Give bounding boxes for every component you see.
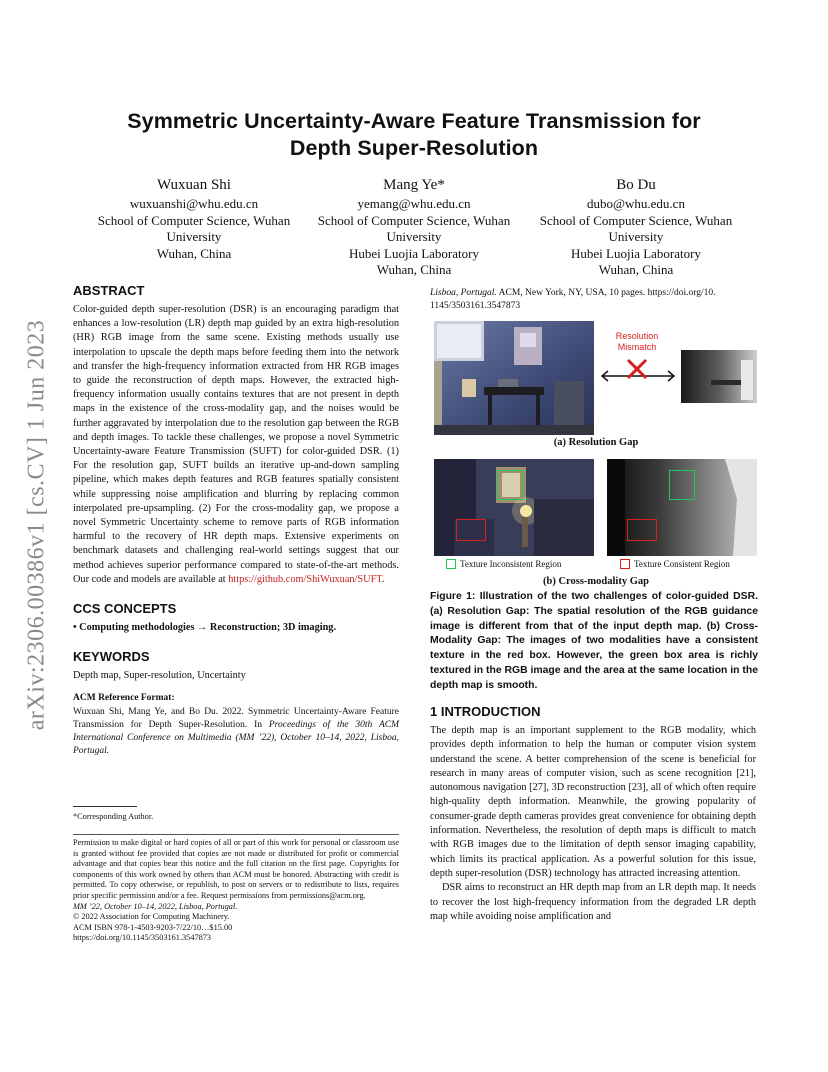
keywords-text: Depth map, Super-resolution, Uncertainty: [73, 670, 246, 682]
footnote: *Corresponding Author.: [73, 812, 154, 821]
author-block: Wuxuan Shi wuxuanshi@whu.edu.cn School of Computer Science, Wuhan University Wuhan, China: [97, 177, 291, 261]
intro-paragraph: DSR aims to reconstruct an HR depth map from an LR depth map. It needs to recover the lost high-frequency information from the degraded LR depth map while avoiding noise amplification and: [430, 882, 756, 922]
figure-caption: Figure 1: Illustration of the two challenges of color-guided DSR. (a) Resolution Gap: The spatial resolution of the RGB guidance image is different from that of the input depth map. (b) Cross-Modality Gap: The images of two modalities have a consistent texture in the red box. However, the green box area is richly textured in the RGB image and the area at the same location in the depth map is smooth.: [430, 591, 758, 691]
intro-heading: 1 INTRODUCTION: [430, 704, 541, 719]
abstract-text: Color-guided depth super-resolution (DSR) is an encouraging paradigm that enhances a low-resolution (LR) depth map guided by an extra high-resolution (HR) RGB image from the same scene. Existing methods usually use interpolation to upscale the depth maps before feeding them into the network and transfer the high-frequency information extracted from HR RGB images to guide the reconstruction of depth maps. However, the extracted high-frequency information usually contains textures that are not present in depth maps in the existence of the cross-modality gap, and the noises would be further aggravated by interpolation due to the resolution gap between the RGB and depth images. To tackle these challenges, we propose a novel Symmetric Uncertainty-aware Feature Transmission (SUFT) for color-guided DSR. (1) For the resolution gap, SUFT builds an iterative up-and-down sampling pipeline, which makes depth features and RGB features spatially consistent while suppressing noise amplification and blurring by replacing common interpolated pre-upsampling. (2) For the cross-modality gap, we propose a novel Symmetric Uncertainty scheme to remove parts of RGB information harmful to the recovery of HR depth maps. Extensive experiments on benchmark datasets and challenging real-world settings suggest that our method achieves superior performance compared to state-of-the-art methods. Our code and models are available at https://github.com/ShiWuxuan/SUFT.: [73, 304, 399, 585]
permission-block: Permission to make digital or hard copies of all or part of this work for personal or classroom use is granted without fee provided that copies are not made or distributed for profit or commercial advantage and that copies bear this notice and the full citation on the first page. Copyrights for components of this work owned by others than ACM must be honored. Abstracting with credit is permitted. To copy otherwise, or republish, to post on servers or to redistribute to lists, requires prior specific permission and/or a fee. Request permissions from permissions@acm.org. MM ’22, October 10–14, 2022, Lisboa, Portugal. © 2022 Association for Computing Machinery. ACM ISBN 978-1-4503-9203-7/22/10…$15.00 https://doi.org/10.1145/3503161.3547873: [73, 838, 399, 943]
acm-ref-text: Wuxuan Shi, Mang Ye, and Bo Du. 2022. Symmetric Uncertainty-Aware Feature Transmission for Depth Super-Resolution. In Proceedings of the 30th ACM International Conference on Multimedia (MM ’22), October 10–14, 2022, Lisboa, Portugal.: [73, 706, 399, 757]
subcaption-b: (b) Cross-modality Gap: [543, 576, 649, 587]
code-link[interactable]: https://github.com/ShiWuxuan/SUFT: [228, 573, 382, 585]
intro-paragraph: The depth map is an important supplement to the RGB modality, which provides depth information to help the human or computer vision system understand the scene. A better comprehension of the scene is beneficial for research in many areas of computer vision, such as scene recognition [21], autonomous navigation [27], 3D reconstruction [23], all of which often require high-quality depth information. Meanwhile, the growing popularity of consumer-grade depth cameras provides great convenience for obtaining depth information. Nevertheless, the resolution of depth maps is difficult to match with RGB images due to the limitation of depth sensor imaging capability, which limits its practical application. As a powerful solution for this issue, depth super-resolution (DSR) technology has attracted increasing attention.: [430, 725, 756, 879]
legend-green: Texture Inconsistent Region: [446, 559, 561, 569]
rgb-image-b: [434, 459, 594, 556]
permission-rule: [73, 834, 399, 835]
paper-title: Symmetric Uncertainty-Aware Feature Transmission for Depth Super-Resolution: [127, 109, 701, 160]
author-block: Bo Du dubo@whu.edu.cn School of Computer Science, Wuhan University Hubei Luojia Laboratory Wuhan, China: [539, 177, 733, 277]
red-square-icon: [620, 559, 630, 569]
legend-red: Texture Consistent Region: [620, 559, 730, 569]
ccs-text: • Computing methodologies → Reconstruction; 3D imaging.: [73, 622, 337, 634]
acm-ref-heading: ACM Reference Format:: [73, 693, 175, 704]
subcaption-a: (a) Resolution Gap: [553, 437, 639, 448]
red-box: [456, 519, 486, 541]
ccs-heading: CCS CONCEPTS: [73, 601, 177, 617]
mismatch-cross-arrow-icon: [598, 356, 678, 390]
depth-image-b: [607, 459, 757, 556]
keywords-heading: KEYWORDS: [73, 649, 150, 665]
abstract-heading: ABSTRACT: [73, 283, 145, 298]
red-box: [627, 519, 657, 541]
acm-ref-continued: Lisboa, Portugal. ACM, New York, NY, USA, 10 pages. https://doi.org/10. 1145/3503161.3547873: [430, 288, 716, 312]
green-square-icon: [446, 559, 456, 569]
arxiv-stamp: arXiv:2306.00386v1 [cs.CV] 1 Jun 2023: [23, 319, 50, 731]
green-box: [497, 470, 523, 500]
resolution-mismatch-label: Resolution Mismatch: [615, 331, 659, 352]
rgb-image-a: [434, 321, 594, 435]
footnote-rule: [73, 806, 137, 807]
lr-depth-image-a: [681, 350, 757, 403]
author-block: Mang Ye* yemang@whu.edu.cn School of Computer Science, Wuhan University Hubei Luojia Laboratory Wuhan, China: [317, 177, 511, 277]
green-box: [669, 470, 695, 500]
